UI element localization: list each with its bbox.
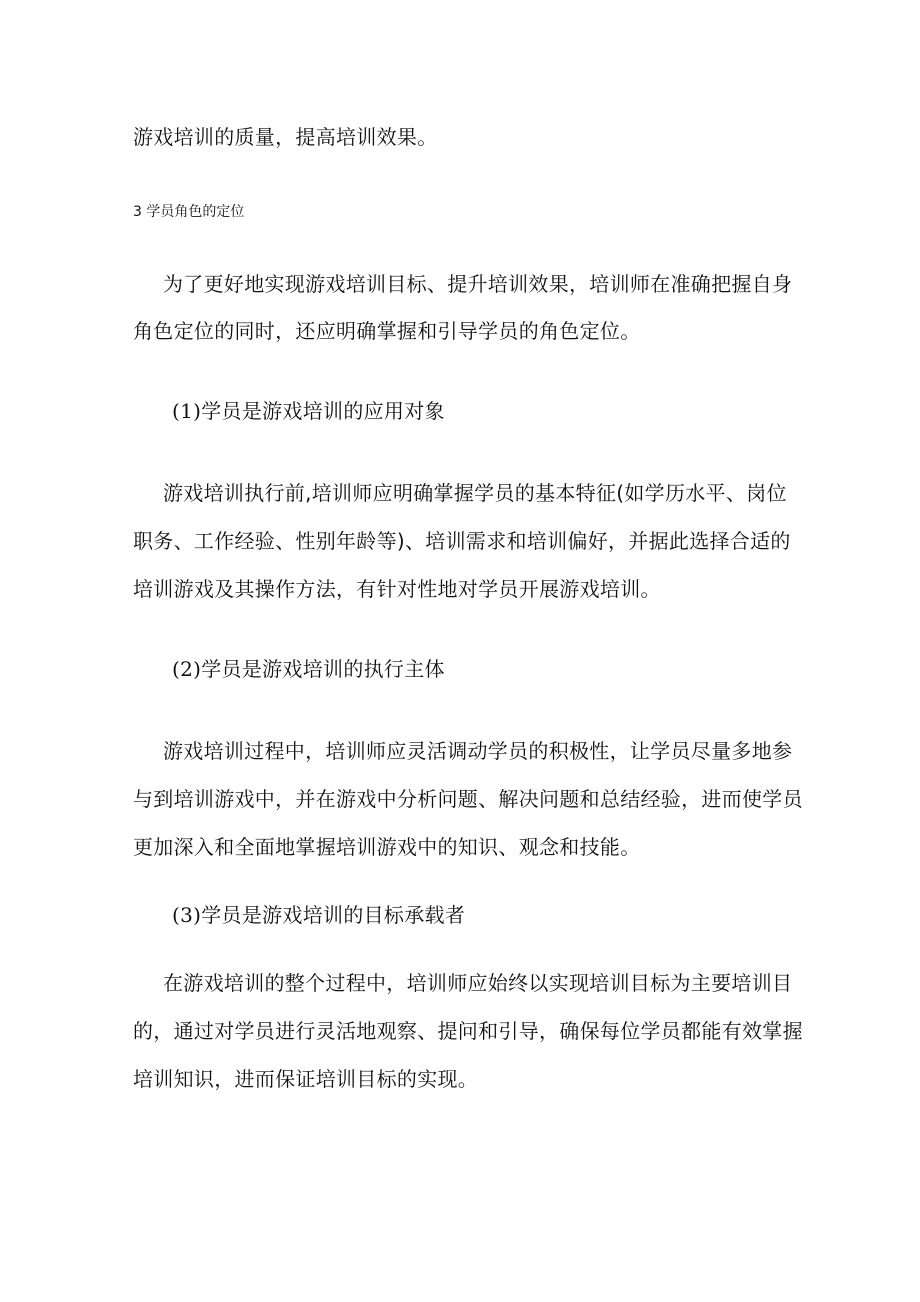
paragraph-line: 培训游戏及其操作方法，有针对性地对学员开展游戏培训。 — [133, 577, 661, 601]
paragraph-line: 游戏培训过程中，培训师应灵活调动学员的积极性，让学员尽量多地参 — [163, 739, 793, 763]
paragraph-line: 为了更好地实现游戏培训目标、提升培训效果，培训师在准确把握自身 — [163, 272, 793, 296]
paragraph-line: 更加深入和全面地掌握培训游戏中的知识、观念和技能。 — [133, 835, 641, 859]
paragraph-line: 培训知识，进而保证培训目标的实现。 — [133, 1067, 479, 1091]
paragraph-line: 角色定位的同时，还应明确掌握和引导学员的角色定位。 — [133, 319, 641, 343]
paragraph-line: 的，通过对学员进行灵活地观察、提问和引导，确保每位学员都能有效掌握 — [133, 1019, 803, 1043]
paragraph-line: 游戏培训的质量，提高培训效果。 — [133, 125, 438, 149]
subheading-3: (3)学员是游戏培训的目标承载者 — [172, 903, 466, 927]
paragraph-line: 职务、工作经验、性别年龄等)、培训需求和培训偏好，并据此选择合适的 — [133, 529, 791, 553]
section-heading: 3 学员角色的定位 — [133, 204, 245, 220]
subheading-2: (2)学员是游戏培训的执行主体 — [172, 657, 445, 681]
paragraph-line: 与到培训游戏中，并在游戏中分析问题、解决问题和总结经验，进而使学员 — [133, 787, 803, 811]
paragraph-line: 游戏培训执行前,培训师应明确掌握学员的基本特征(如学历水平、岗位 — [163, 481, 787, 505]
subheading-1: (1)学员是游戏培训的应用对象 — [172, 399, 445, 423]
paragraph-line: 在游戏培训的整个过程中，培训师应始终以实现培训目标为主要培训目 — [163, 971, 793, 995]
